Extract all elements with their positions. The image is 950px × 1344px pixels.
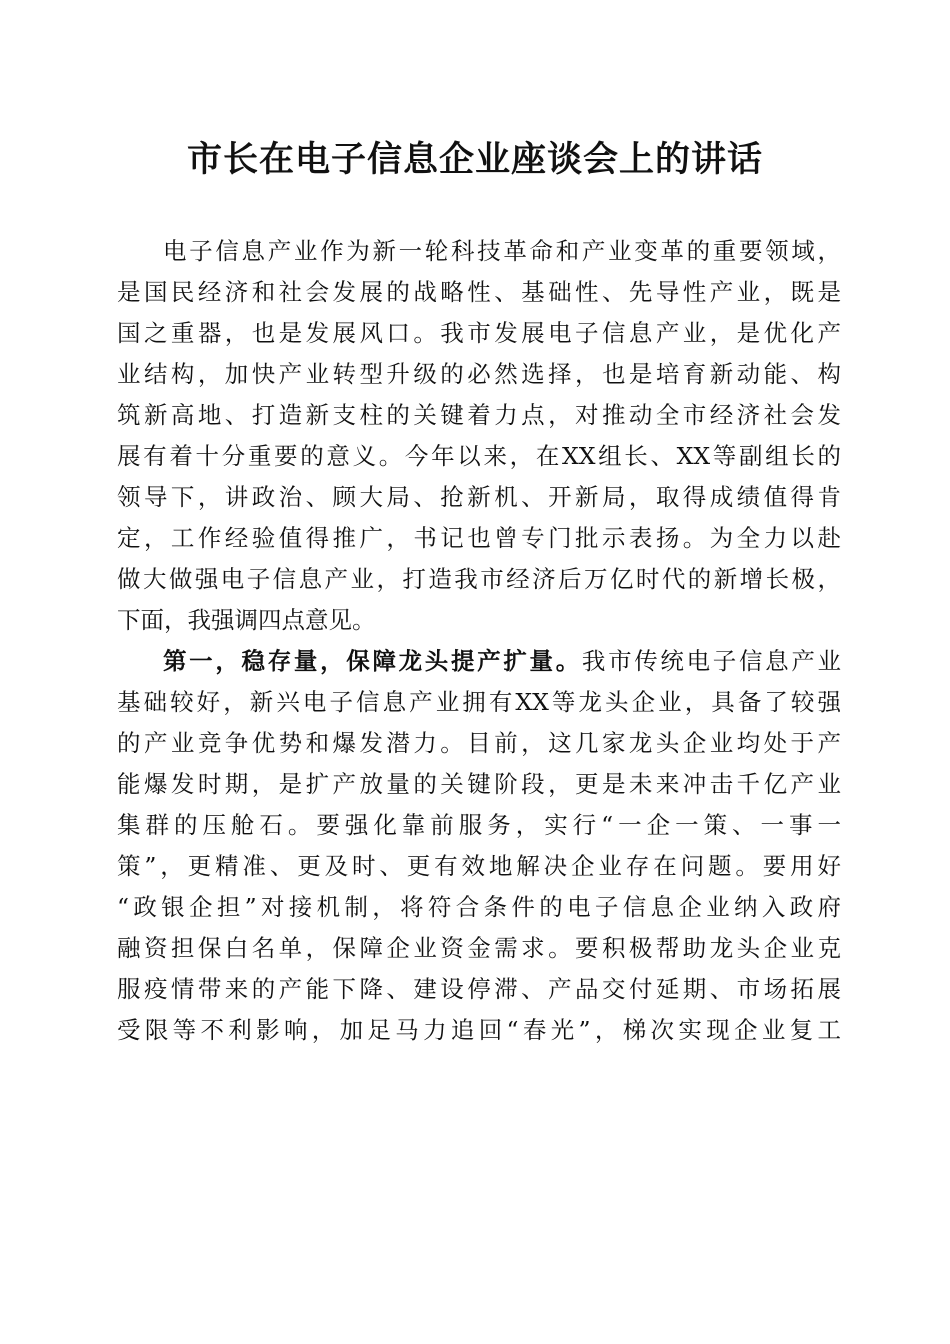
text-line: 受限等不利影响，加足马力追回“春光”，梯次实现企业复工	[117, 1016, 841, 1044]
text-line: 基础较好，新兴电子信息产业拥有XX等龙头企业，具备了较强	[117, 688, 841, 716]
text-line: 服疫情带来的产能下降、建设停滞、产品交付延期、市场拓展	[117, 975, 841, 1003]
paragraph-intro	[117, 231, 841, 641]
text-line: 做大做强电子信息产业，打造我市经济后万亿时代的新增长极，	[117, 565, 841, 593]
point-heading: 第一，稳存量，保障龙头提产扩量。	[163, 647, 582, 675]
text-line: 是国民经济和社会发展的战略性、基础性、先导性产业，既是	[117, 278, 841, 306]
text-line: 电子信息产业作为新一轮科技革命和产业变革的重要领域，	[163, 237, 841, 265]
text-line	[117, 641, 841, 682]
text-line: 国之重器，也是发展风口。我市发展电子信息产业，是优化产	[117, 319, 841, 347]
text-span: 我市传统电子信息产业	[581, 647, 842, 675]
paragraph-first-point	[117, 641, 841, 1051]
text-line: 筑新高地、打造新支柱的关键着力点，对推动全市经济社会发	[117, 401, 841, 429]
text-line: 定，工作经验值得推广，书记也曾专门批示表扬。为全力以赴	[117, 524, 841, 552]
text-line: 策”，更精准、更及时、更有效地解决企业存在问题。要用好	[117, 852, 841, 880]
text-line: “政银企担”对接机制，将符合条件的电子信息企业纳入政府	[117, 893, 841, 921]
document-body	[117, 231, 841, 1051]
text-line: 领导下，讲政治、顾大局、抢新机、开新局，取得成绩值得肯	[117, 483, 841, 511]
text-line: 集群的压舱石。要强化靠前服务，实行“一企一策、一事一	[117, 811, 841, 839]
text-line: 下面，我强调四点意见。	[117, 606, 376, 634]
text-line: 业结构，加快产业转型升级的必然选择，也是培育新动能、构	[117, 360, 841, 388]
document-title: 市长在电子信息企业座谈会上的讲话	[186, 139, 763, 180]
text-line: 展有着十分重要的意义。今年以来，在XX组长、XX等副组长的	[117, 442, 841, 470]
text-line: 的产业竞争优势和爆发潜力。目前，这几家龙头企业均处于产	[117, 729, 841, 757]
text-line: 能爆发时期，是扩产放量的关键阶段，更是未来冲击千亿产业	[117, 770, 841, 798]
text-line: 融资担保白名单，保障企业资金需求。要积极帮助龙头企业克	[117, 934, 841, 962]
